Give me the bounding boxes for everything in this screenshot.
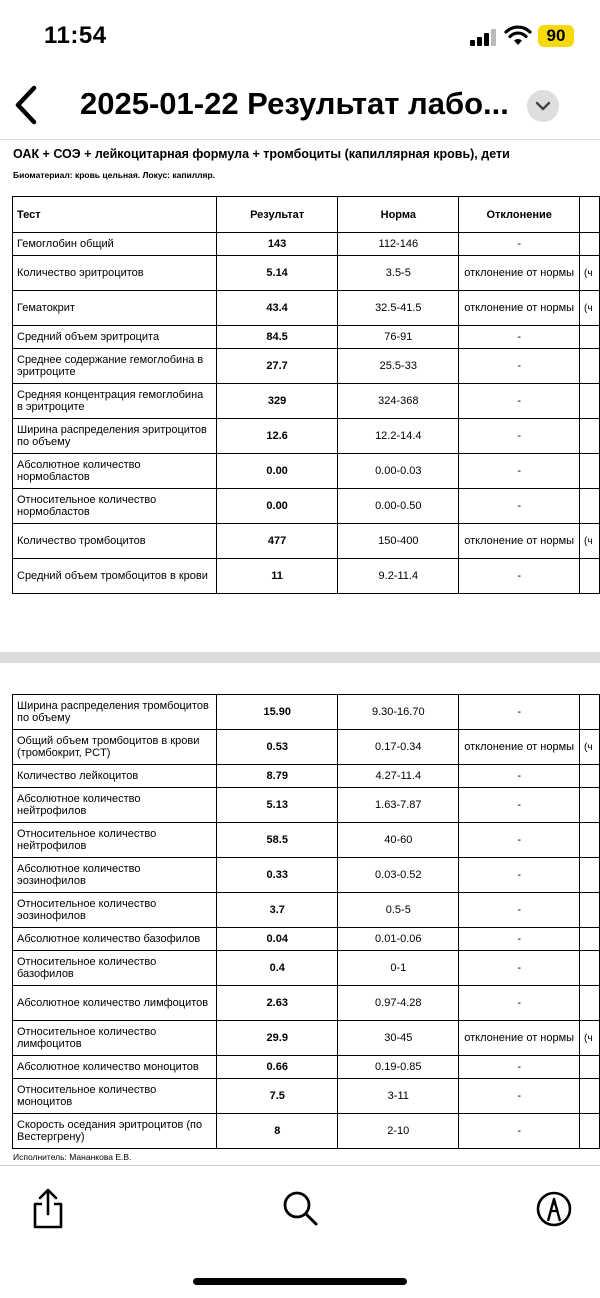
home-indicator [193,1278,407,1285]
cell-test: Относительное количество нормобластов [13,489,217,524]
cell-test: Средний объем эритроцита [13,326,217,349]
battery-indicator: 90 [538,25,574,47]
cell-result: 15.90 [217,695,338,730]
cell-deviation: - [459,419,580,454]
cell-result: 5.13 [217,788,338,823]
cell-extra: (ч [580,256,600,291]
status-bar [0,0,600,70]
cell-deviation: отклонение от нормы [459,730,580,765]
cell-test: Абсолютное количество нормобластов [13,454,217,489]
cell-test: Ширина распределения тромбоцитов по объему [13,695,217,730]
toolbar-divider [0,1165,600,1166]
table-row [13,419,600,454]
cell-deviation: - [459,559,580,594]
executor-note: Исполнитель: Мананкова Е.В. [13,1152,132,1162]
cell-norm: 150-400 [338,524,459,559]
nav-divider [0,139,600,140]
cell-test: Относительное количество лимфоцитов [13,1021,217,1056]
cell-test: Ширина распределения эритроцитов по объему [13,419,217,454]
table-row [13,788,600,823]
cell-deviation: отклонение от нормы [459,524,580,559]
cell-extra [580,326,600,349]
table-row [13,489,600,524]
cell-deviation: - [459,823,580,858]
table-row [13,256,600,291]
table-row [13,1079,600,1114]
cell-deviation: - [459,1114,580,1149]
cell-norm: 3-11 [338,1079,459,1114]
cell-deviation: - [459,951,580,986]
cell-extra [580,454,600,489]
cell-norm: 76-91 [338,326,459,349]
cell-deviation: - [459,788,580,823]
cell-deviation: - [459,454,580,489]
cell-deviation: - [459,326,580,349]
table-row [13,986,600,1021]
cell-extra [580,765,600,788]
cell-extra [580,233,600,256]
cell-deviation: - [459,1079,580,1114]
cell-norm: 324-368 [338,384,459,419]
cell-test: Абсолютное количество моноцитов [13,1056,217,1079]
cell-result: 3.7 [217,893,338,928]
cell-extra: (ч [580,291,600,326]
cell-extra: (ч [580,730,600,765]
cell-test: Абсолютное количество базофилов [13,928,217,951]
cell-test: Гемоглобин общий [13,233,217,256]
results-table-page1 [12,196,600,594]
table-row [13,695,600,730]
table-row [13,326,600,349]
cell-norm: 0.5-5 [338,893,459,928]
table-row [13,291,600,326]
table-row [13,893,600,928]
cell-result: 143 [216,233,337,256]
cell-deviation: - [459,765,580,788]
cell-result: 8 [217,1114,338,1149]
cell-norm: 30-45 [338,1021,459,1056]
table-row [13,1021,600,1056]
cell-norm: 0.00-0.50 [338,489,459,524]
results-table-page2 [12,694,600,1149]
header-test: Тест [13,197,217,233]
cell-norm: 25.5-33 [338,349,459,384]
cell-norm: 0-1 [338,951,459,986]
cell-test: Относительное количество базофилов [13,951,217,986]
cell-test: Скорость оседания эритроцитов (по Вестергрену) [13,1114,217,1149]
back-chevron-icon[interactable] [10,82,44,128]
cell-extra [580,559,600,594]
cell-extra [580,1079,600,1114]
document-subtitle: Биоматериал: кровь цельная. Локус: капилляр. [13,170,216,180]
cell-extra: (ч [580,1021,600,1056]
cell-norm: 2-10 [338,1114,459,1149]
cell-deviation: - [459,893,580,928]
cell-result: 58.5 [217,823,338,858]
cell-extra [580,823,600,858]
cell-deviation: - [459,928,580,951]
cell-result: 2.63 [217,986,338,1021]
table-row [13,730,600,765]
cell-result: 27.7 [216,349,337,384]
header-norm: Норма [338,197,459,233]
table-row [13,233,600,256]
table-row [13,524,600,559]
table-row [13,858,600,893]
cell-extra [580,1114,600,1149]
cell-extra [580,695,600,730]
cell-norm: 32.5-41.5 [338,291,459,326]
cell-deviation: - [459,349,580,384]
cell-extra [580,349,600,384]
document-title: ОАК + СОЭ + лейкоцитарная формула + тромбоциты (капиллярная кровь), дети [13,147,510,161]
cell-deviation: - [459,1056,580,1079]
cell-result: 11 [216,559,337,594]
cell-result: 0.33 [217,858,338,893]
cell-test: Относительное количество нейтрофилов [13,823,217,858]
cell-result: 0.4 [217,951,338,986]
cellular-signal-icon [470,28,498,46]
header-result: Результат [216,197,337,233]
cell-result: 0.53 [217,730,338,765]
markup-icon[interactable] [534,1187,574,1231]
cell-test: Абсолютное количество нейтрофилов [13,788,217,823]
cell-norm: 12.2-14.4 [338,419,459,454]
cell-norm: 9.2-11.4 [338,559,459,594]
cell-deviation: - [459,986,580,1021]
cell-result: 12.6 [216,419,337,454]
cell-result: 329 [216,384,337,419]
cell-extra [580,419,600,454]
page-title: 2025-01-22 Результат лабо... [80,86,509,121]
cell-norm: 1.63-7.87 [338,788,459,823]
cell-norm: 0.00-0.03 [338,454,459,489]
chevron-down-icon [535,100,551,112]
cell-deviation: - [459,384,580,419]
cell-extra [580,858,600,893]
cell-norm: 0.03-0.52 [338,858,459,893]
table-row [13,765,600,788]
cell-extra [580,489,600,524]
table-header-row [13,197,600,233]
table-row [13,1056,600,1079]
cell-test: Количество лейкоцитов [13,765,217,788]
share-icon[interactable] [28,1187,68,1231]
cell-extra [580,384,600,419]
cell-extra [580,951,600,986]
cell-extra [580,1056,600,1079]
title-menu-button[interactable] [527,90,559,122]
cell-test: Относительное количество моноцитов [13,1079,217,1114]
cell-test: Средний объем тромбоцитов в крови [13,559,217,594]
cell-deviation: - [459,489,580,524]
header-deviation: Отклонение [459,197,580,233]
table-row [13,384,600,419]
table-row [13,823,600,858]
wifi-icon [504,24,532,46]
cell-result: 0.00 [216,489,337,524]
cell-deviation: отклонение от нормы [459,291,580,326]
cell-result: 7.5 [217,1079,338,1114]
table-row [13,928,600,951]
cell-norm: 0.17-0.34 [338,730,459,765]
cell-test: Гематокрит [13,291,217,326]
cell-extra [580,986,600,1021]
cell-result: 477 [216,524,337,559]
cell-deviation: - [459,858,580,893]
table-row [13,454,600,489]
search-icon[interactable] [280,1187,320,1231]
header-extra [580,197,600,233]
cell-deviation: отклонение от нормы [459,1021,580,1056]
cell-extra [580,788,600,823]
table-row [13,951,600,986]
cell-norm: 3.5-5 [338,256,459,291]
cell-test: Абсолютное количество лимфоцитов [13,986,217,1021]
cell-result: 8.79 [217,765,338,788]
cell-extra: (ч [580,524,600,559]
cell-deviation: - [459,695,580,730]
navigation-bar [0,76,600,136]
cell-deviation: - [459,233,580,256]
status-time: 11:54 [44,22,107,49]
cell-extra [580,893,600,928]
cell-result: 5.14 [216,256,337,291]
table-row [13,559,600,594]
cell-norm: 0.01-0.06 [338,928,459,951]
cell-norm: 0.97-4.28 [338,986,459,1021]
table-row [13,349,600,384]
cell-norm: 40-60 [338,823,459,858]
cell-test: Количество тромбоцитов [13,524,217,559]
cell-norm: 9.30-16.70 [338,695,459,730]
cell-result: 84.5 [216,326,337,349]
cell-test: Относительное количество эозинофилов [13,893,217,928]
cell-result: 0.66 [217,1056,338,1079]
cell-result: 0.00 [216,454,337,489]
cell-test: Среднее содержание гемоглобина в эритроците [13,349,217,384]
cell-test: Средняя концентрация гемоглобина в эритроците [13,384,217,419]
cell-test: Абсолютное количество эозинофилов [13,858,217,893]
page-separator [0,652,600,663]
cell-result: 29.9 [217,1021,338,1056]
cell-deviation: отклонение от нормы [459,256,580,291]
table-row [13,1114,600,1149]
cell-result: 43.4 [216,291,337,326]
cell-norm: 4.27-11.4 [338,765,459,788]
cell-norm: 0.19-0.85 [338,1056,459,1079]
cell-norm: 112-146 [338,233,459,256]
cell-extra [580,928,600,951]
cell-result: 0.04 [217,928,338,951]
cell-test: Общий объем тромбоцитов в крови (тромбокрит, PCT) [13,730,217,765]
cell-test: Количество эритроцитов [13,256,217,291]
